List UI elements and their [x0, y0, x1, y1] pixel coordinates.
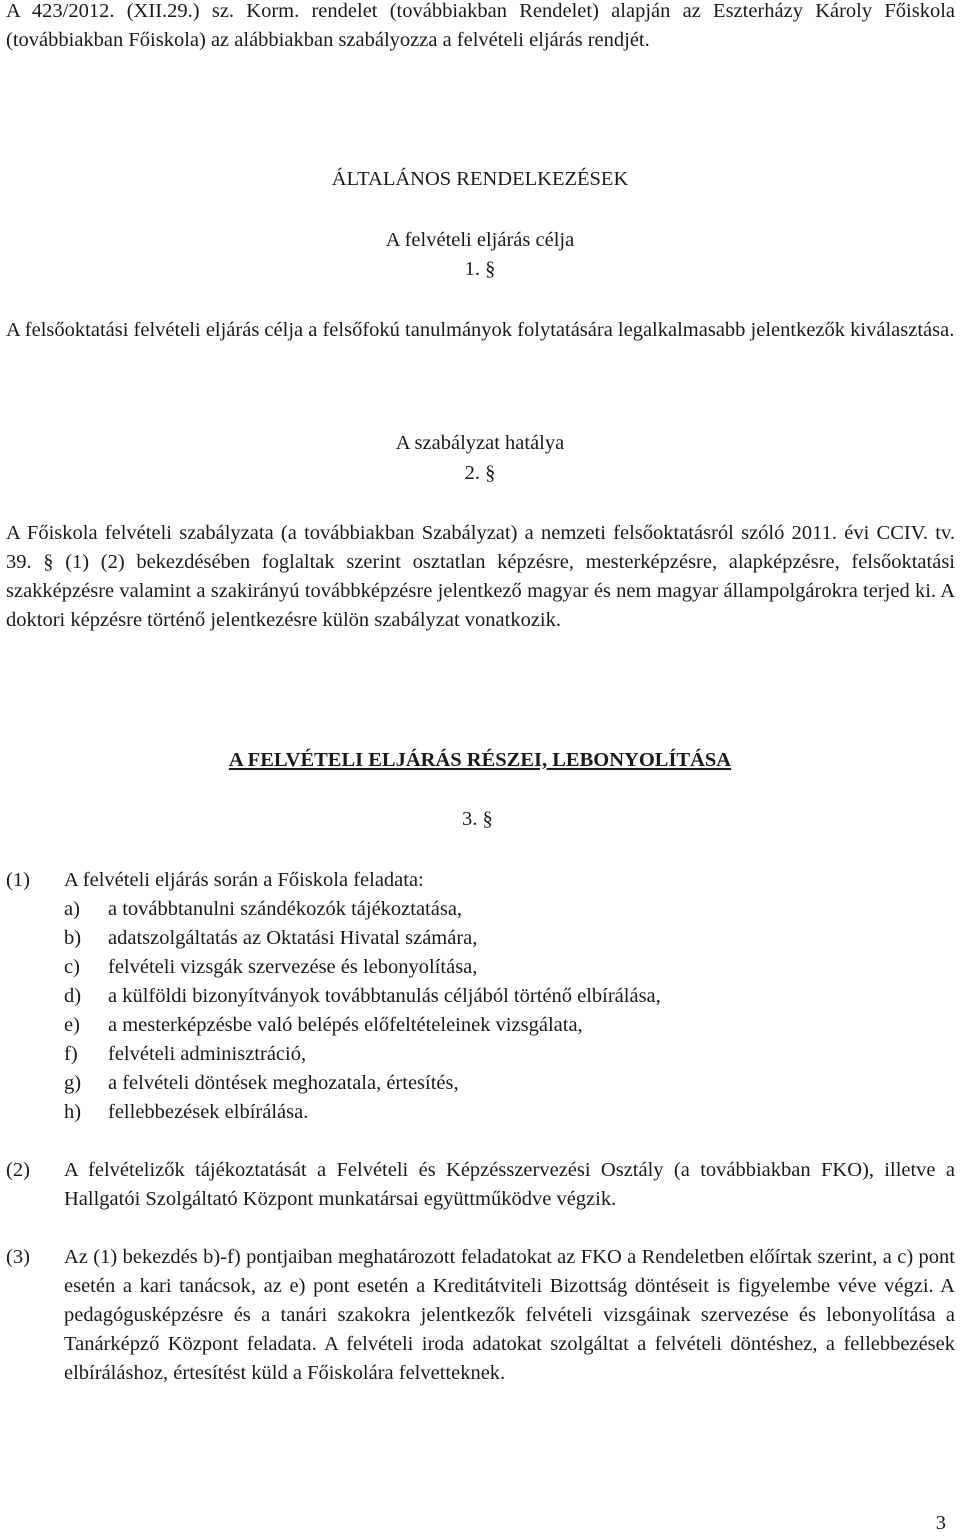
- task-list-item-text: a mesterképzésbe való belépés előfeltételeinek vizsgálata,: [108, 1014, 583, 1036]
- paragraph-1-text: A felvételi eljárás során a Főiskola feladata:: [64, 869, 424, 891]
- task-list-item-text: felvételi adminisztráció,: [108, 1043, 307, 1065]
- task-list-item-text: a felvételi döntések meghozatala, értesítés,: [108, 1072, 459, 1094]
- section-3-number-text: 3. §: [462, 808, 493, 830]
- procedure-heading: A FELVÉTELI ELJÁRÁS RÉSZEI, LEBONYOLÍTÁSA: [228, 749, 732, 771]
- task-list-item: [64, 1069, 459, 1098]
- scope-paragraph: A Főiskola felvételi szabályzata (a továbbiakban Szabályzat) a nemzeti felsőoktatásról szóló 2011. évi CCIV. tv. 39. § (1) (2) bekezdésében foglaltak szerint osztatlan képzésre, mesterképzésre, alapképzésre, felsőoktatási szakképzésre valamint a szakirányú továbbképzésre jelentkező magyar és nem magyar állampolgárokra terjed ki. A doktori képzésre történő jelentkezésre külön szabályzat vonatkozik.: [6, 522, 955, 631]
- task-list-item-text: fellebbezések elbírálása.: [108, 1101, 309, 1123]
- section-3-number: [462, 808, 493, 831]
- task-list-item-letter: g): [64, 1072, 82, 1094]
- task-list-item-letter: c): [64, 956, 80, 978]
- paragraph-2-text: A felvételizők tájékoztatását a Felvételi és Képzésszervezési Osztály (a továbbiakban FKO), illetve a Hallgatói Szolgáltató Központ munkatársai együttműködve végzik.: [64, 1159, 955, 1210]
- general-provisions-heading: ÁLTALÁNOS RENDELKEZÉSEK: [331, 168, 629, 190]
- task-list-item-letter: b): [64, 927, 82, 949]
- task-list-item-letter: e): [64, 1014, 80, 1036]
- purpose-paragraph: A felsőoktatási felvételi eljárás célja a felsőfokú tanulmányok folytatására legalkalmasabb jelentkezők kiválasztása.: [6, 319, 955, 341]
- task-list-item: [64, 924, 477, 953]
- task-list-item-letter: a): [64, 898, 80, 920]
- task-list-item: [64, 982, 661, 1011]
- scope-subheading: A szabályzat hatálya: [395, 432, 565, 454]
- task-list-item-text: felvételi vizsgák szervezése és lebonyolítása,: [108, 956, 478, 978]
- paragraph-1-number: (1): [6, 869, 30, 891]
- task-list-item-letter: d): [64, 985, 82, 1007]
- section-2-number: 2. §: [464, 462, 496, 484]
- page-number: 3: [935, 1512, 946, 1534]
- intro-paragraph: A 423/2012. (XII.29.) sz. Korm. rendelet (továbbiakban Rendelet) alapján az Eszterházy Károly Főiskola (továbbiakban Főiskola) az alábbiakban szabályozza a felvételi eljárás rendjét.: [6, 0, 955, 51]
- section-1-number: 1. §: [464, 258, 496, 280]
- purpose-subheading: A felvételi eljárás célja: [385, 229, 575, 251]
- task-list-item-text: adatszolgáltatás az Oktatási Hivatal számára,: [108, 927, 478, 949]
- task-list-item: [64, 895, 462, 924]
- task-list-item-text: a külföldi bizonyítványok továbbtanulás céljából történő elbírálása,: [108, 985, 661, 1007]
- paragraph-2-number: (2): [6, 1159, 30, 1181]
- task-list-item: [64, 953, 477, 982]
- task-list-item: [64, 1040, 306, 1069]
- paragraph-3-text: Az (1) bekezdés b)-f) pontjaiban meghatározott feladatokat az FKO a Rendeletben előírtak szerint, a c) pont esetén a kari tanácsok, az e) pont esetén a Kreditátviteli Bizottság döntéseit is figyelembe véve végzi. A pedagógusképzésre és a tanári szakokra jelentkezők felvételi vizsgáinak szervezése és lebonyolítása a Tanárképző Központ feladata. A felvételi iroda adatokat szolgáltat a felvételi döntéshez, a fellebbezések elbíráláshoz, értesítést küld a Főiskolára felvetteknek.: [64, 1246, 955, 1384]
- task-list-item: [64, 1098, 308, 1127]
- task-list-item-letter: f): [64, 1043, 78, 1065]
- task-list-item-letter: h): [64, 1101, 82, 1123]
- paragraph-3-number: (3): [6, 1246, 30, 1268]
- task-list-item: [64, 1011, 583, 1040]
- task-list-item-text: a továbbtanulni szándékozók tájékoztatása,: [108, 898, 463, 920]
